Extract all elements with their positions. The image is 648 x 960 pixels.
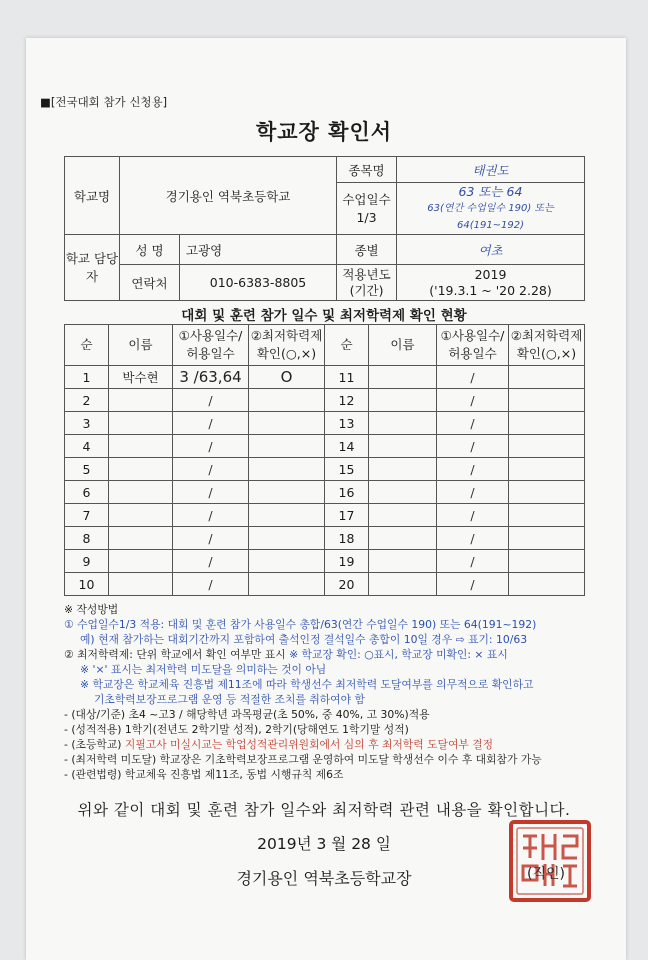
row-no: 11	[325, 366, 369, 389]
writing-instructions	[64, 602, 604, 782]
row-name	[369, 550, 437, 573]
row-name	[109, 504, 173, 527]
form-tag: ■[전국대회 참가 신청용]	[40, 95, 168, 109]
note-5	[64, 737, 604, 752]
row-days: /	[173, 389, 249, 412]
sport-value: 태권도	[397, 157, 585, 183]
row-days: /	[437, 435, 509, 458]
table-row	[65, 527, 585, 550]
row-days: /	[437, 527, 509, 550]
table-row	[65, 573, 585, 596]
note-2d: 기초학력보장프로그램 운영 등 적절한 조치를 취하여야 함	[94, 693, 365, 706]
official-seal-icon	[507, 818, 593, 904]
class-days-value: 63 또는 64	[458, 184, 523, 199]
row-no: 4	[65, 435, 109, 458]
table-row	[65, 550, 585, 573]
row-academic	[249, 435, 325, 458]
class-days-note: 63(연간 수업일수 190) 또는 64(191~192)	[427, 203, 554, 231]
row-name	[109, 412, 173, 435]
school-name: 경기용인 역북초등학교	[120, 157, 337, 235]
school-label: 학교명	[65, 157, 120, 235]
row-name	[109, 527, 173, 550]
sport-label: 종목명	[337, 157, 397, 183]
note-4: - (성적적용) 1학기(전년도 2학기말 성적), 2학기(당해연도 1학기말 성적)	[64, 723, 409, 736]
row-days: /	[437, 481, 509, 504]
row-name: 박수현	[109, 366, 173, 389]
row-name	[109, 435, 173, 458]
row-name	[369, 458, 437, 481]
note-5-text: - (초등학교)	[64, 738, 125, 751]
row-name	[369, 527, 437, 550]
row-academic	[249, 527, 325, 550]
row-days: /	[173, 550, 249, 573]
section-title: 대회 및 훈련 참가 일수 및 최저학력제 확인 현황	[181, 308, 467, 324]
row-academic	[509, 458, 585, 481]
note-7: - (관련법령) 학교체육 진흥법 제11조, 동법 시행규칙 제6조	[64, 768, 344, 781]
row-name	[369, 366, 437, 389]
row-name	[109, 481, 173, 504]
row-academic	[509, 573, 585, 596]
row-academic	[509, 412, 585, 435]
row-name	[369, 435, 437, 458]
notes-heading: ※ 작성방법	[64, 603, 119, 616]
table-row	[65, 435, 585, 458]
row-no: 7	[65, 504, 109, 527]
class-days-cell	[397, 183, 585, 235]
row-name	[369, 481, 437, 504]
row-days: /	[437, 412, 509, 435]
row-academic	[249, 481, 325, 504]
row-days: /	[437, 550, 509, 573]
document-title: 학교장 확인서	[255, 120, 393, 144]
row-days: /	[437, 366, 509, 389]
row-no: 14	[325, 435, 369, 458]
header-days: ①사용일수/ 허용일수	[437, 325, 509, 366]
row-academic: O	[249, 366, 325, 389]
row-no: 2	[65, 389, 109, 412]
note-5-highlight: 지필고사 미실시교는 학업성적관리위원회에서 심의 후 최저학력 도달여부 결정	[124, 738, 494, 751]
row-days: /	[437, 573, 509, 596]
row-name	[369, 389, 437, 412]
row-academic	[249, 504, 325, 527]
note-2a-text: ② 최저학력제: 단위 학교에서 확인 여부만 표시	[64, 648, 290, 661]
principal-name: 경기용인 역북초등학교장	[236, 869, 412, 888]
contact-value: 010-6383-8805	[180, 265, 337, 301]
row-days: /	[173, 458, 249, 481]
note-1a: ① 수업일수1/3 적용: 대회 및 훈련 참가 사용일수 총합/63(연간 수업일수 190) 또는 64(191~192)	[64, 618, 537, 631]
row-name	[109, 389, 173, 412]
table-row	[65, 389, 585, 412]
row-academic	[509, 527, 585, 550]
note-6: - (최저학력 미도달) 학교장은 기초학력보장프로그램 운영하여 미도달 학생선수 이수 후 대회참가 가능	[64, 753, 542, 766]
confirmation-text: 위와 같이 대회 및 훈련 참가 일수와 최저학력 관련 내용을 확인합니다.	[77, 801, 571, 819]
header-no: 순	[65, 325, 109, 366]
row-name	[109, 573, 173, 596]
row-academic	[249, 389, 325, 412]
class-days-label: 수업일수 1/3	[337, 183, 397, 235]
row-no: 16	[325, 481, 369, 504]
header-days: ①사용일수/ 허용일수	[173, 325, 249, 366]
header-academic: ②최저학력제 확인(○,×)	[509, 325, 585, 366]
row-days: 3 /63,64	[173, 366, 249, 389]
row-no: 8	[65, 527, 109, 550]
row-days: /	[173, 435, 249, 458]
table-row	[65, 412, 585, 435]
note-2a	[64, 647, 604, 662]
contact-label: 연락처	[120, 265, 180, 301]
note-2b: ※ '×' 표시는 최저학력 미도달을 의미하는 것이 아님	[80, 663, 327, 676]
table-row	[65, 458, 585, 481]
row-academic	[249, 458, 325, 481]
year-cell	[397, 265, 585, 301]
header-name: 이름	[109, 325, 173, 366]
table-row	[65, 504, 585, 527]
category-value: 여초	[397, 235, 585, 265]
signature-date: 2019년 3 월 28 일	[257, 835, 391, 853]
row-no: 6	[65, 481, 109, 504]
row-academic	[249, 412, 325, 435]
participation-table	[64, 324, 585, 596]
note-3: - (대상/기준) 초4 ~고3 / 해당학년 과목평균(초 50%, 중 40%, 고 30%)적용	[64, 708, 430, 721]
row-no: 18	[325, 527, 369, 550]
row-name	[109, 458, 173, 481]
note-2c: ※ 학교장은 학교체육 진흥법 제11조에 따라 학생선수 최저학력 도달여부를 의무적으로 확인하고	[80, 678, 534, 691]
row-name	[369, 573, 437, 596]
row-days: /	[173, 504, 249, 527]
row-academic	[509, 504, 585, 527]
row-no: 10	[65, 573, 109, 596]
row-no: 12	[325, 389, 369, 412]
row-no: 3	[65, 412, 109, 435]
note-2a-highlight: ※ 학교장 확인: ○표시, 학교장 미확인: × 표시	[289, 648, 508, 661]
row-no: 1	[65, 366, 109, 389]
year-period: ('19.3.1 ~ '20 2.28)	[429, 282, 552, 298]
row-no: 20	[325, 573, 369, 596]
name-value: 고광영	[180, 235, 337, 265]
year-value: 2019	[474, 266, 507, 282]
name-label: 성 명	[120, 235, 180, 265]
row-academic	[509, 435, 585, 458]
row-academic	[249, 573, 325, 596]
row-days: /	[437, 458, 509, 481]
row-name	[109, 550, 173, 573]
row-days: /	[173, 573, 249, 596]
header-no: 순	[325, 325, 369, 366]
row-academic	[509, 481, 585, 504]
row-no: 5	[65, 458, 109, 481]
row-days: /	[173, 527, 249, 550]
row-name	[369, 504, 437, 527]
table-header-row	[65, 325, 585, 366]
row-no: 15	[325, 458, 369, 481]
row-academic	[249, 550, 325, 573]
header-name: 이름	[369, 325, 437, 366]
table-row	[65, 481, 585, 504]
row-name	[369, 412, 437, 435]
seal-label: (직인)	[527, 866, 565, 882]
row-days: /	[173, 412, 249, 435]
note-1b: 예) 현재 참가하는 대회기간까지 포함하여 출석인정 결석일수 총합이 10일 경우 ⇨ 표기: 10/63	[80, 633, 528, 646]
row-days: /	[437, 389, 509, 412]
row-academic	[509, 366, 585, 389]
school-info-table	[64, 156, 585, 301]
row-no: 9	[65, 550, 109, 573]
row-days: /	[437, 504, 509, 527]
manager-label: 학교 담당자	[65, 235, 120, 301]
header-academic: ②최저학력제 확인(○,×)	[249, 325, 325, 366]
row-academic	[509, 550, 585, 573]
year-label: 적용년도 (기간)	[337, 265, 397, 301]
row-no: 13	[325, 412, 369, 435]
row-days: /	[173, 481, 249, 504]
category-label: 종별	[337, 235, 397, 265]
table-row	[65, 366, 585, 389]
row-academic	[509, 389, 585, 412]
row-no: 19	[325, 550, 369, 573]
row-no: 17	[325, 504, 369, 527]
